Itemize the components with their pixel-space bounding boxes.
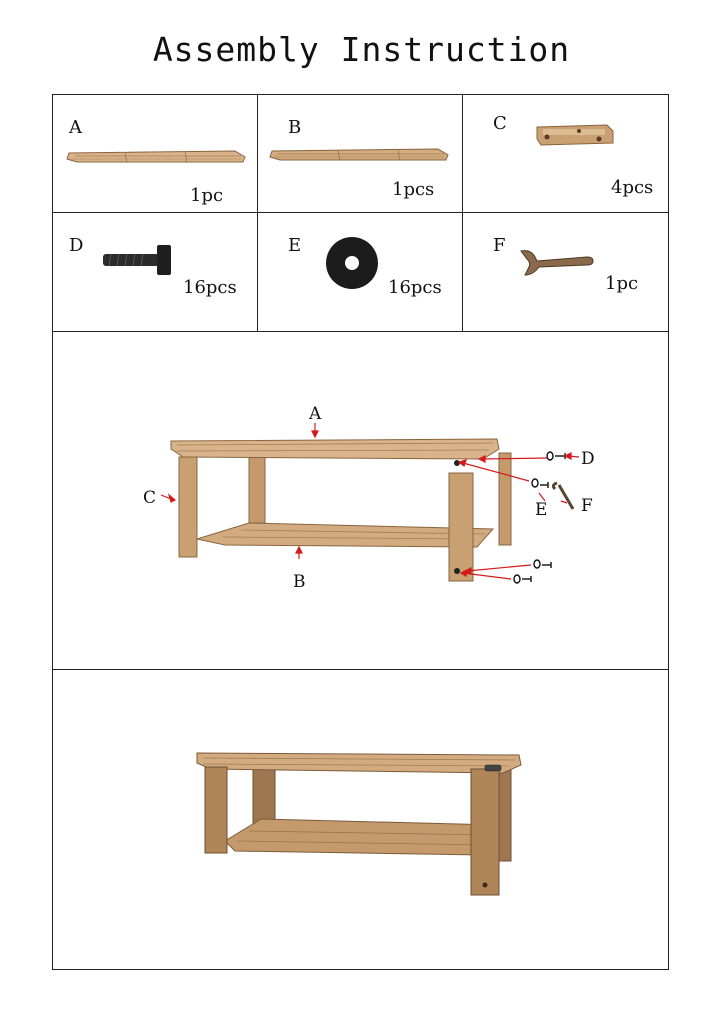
front-right-leg [449,473,473,581]
tabletop-plank-image [65,149,247,165]
part-letter: C [493,113,507,134]
part-cell-b [258,95,463,213]
part-quantity: 1pc [605,273,639,294]
part-quantity: 1pc [190,185,224,206]
part-cell-f [463,213,668,331]
washer-image [324,235,380,291]
part-cell-e [258,213,463,331]
bolt-image [101,241,175,277]
callout-e: E [535,500,548,520]
back-left-leg [249,455,265,523]
part-cell-c [463,95,668,213]
callout-d: D [581,449,595,469]
bolt-washer-top-icon [547,452,565,460]
callout-a: A [309,404,322,424]
bolt-washer-bottom-icon [514,575,531,583]
exploded-assembly-diagram [53,333,668,669]
final-divider [53,669,668,670]
part-letter: E [288,235,302,256]
bolt-hole-icon [454,568,460,574]
part-letter: F [493,235,506,256]
part-cell-d [53,213,258,331]
part-quantity: 16pcs [388,277,442,298]
part-letter: A [69,117,82,138]
part-quantity: 1pcs [392,179,435,200]
leg-post-image [535,121,617,151]
tabletop-part [171,439,499,459]
shelf-plank-image [268,147,450,163]
back-right-leg [499,453,511,545]
front-left-leg [179,457,197,557]
part-quantity: 16pcs [183,277,237,298]
part-cell-a [53,95,258,213]
part-letter: B [288,117,302,138]
page-title: Assembly Instruction [152,30,571,69]
diagram-divider [53,331,668,332]
callout-c: C [143,488,157,508]
bolt-washer-lower-icon [534,560,551,568]
assembled-bench-image [53,671,668,969]
callout-b: B [293,572,306,592]
bolt-hole-icon [454,460,460,466]
wrench-image [517,247,597,279]
bolt-washer-mid-icon [532,479,548,488]
callout-f: F [581,496,593,516]
part-quantity: 4pcs [611,177,654,198]
wrench-icon [553,483,573,509]
instruction-sheet [52,94,669,970]
part-letter: D [69,235,84,256]
